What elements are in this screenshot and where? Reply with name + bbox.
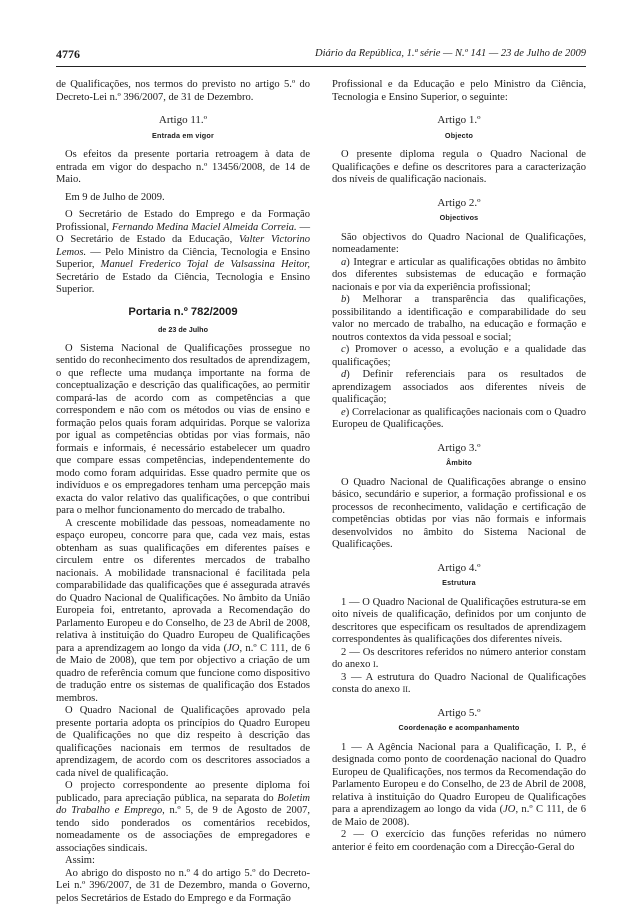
article-4-heading: Estrutura: [332, 577, 586, 590]
list-text: ) Promover o acesso, a evolução e a qualidade das qualificações;: [332, 344, 586, 368]
paragraph-text: O projecto correspondente ao presente diploma foi publicado, para apreciação pública, na separata do: [56, 780, 310, 804]
signature-text: — O Secretário de Estado da Educação,: [56, 222, 310, 246]
article-5-item: [332, 742, 586, 830]
item-text: 3 — A estrutura do Quadro Nacional de Qualificações consta do anexo: [332, 672, 586, 696]
paragraph: O Sistema Nacional de Qualificações prossegue no sentido do reconhecimento dos resultados de aprendizagem, o que reflecte uma mudança importante na forma de conceptualização e descrição das qualificações, ao permitir compará-las de acordo com as competências a que correspondem e não com os métodos ou vias de ensino e formação pelos quais foram adquiridas. Porque se valoriza por igual as competências obtidas por vias formais, não formais e informais, é necessário estabelecer um quadro que compare essas competências, independentemente do modo como foram adquiridas. Esse quadro permite que os indivíduos e os empregadores tenham uma percepção mais exacta do valor relativo das qualificações, o que contribui para o melhor funcionamento do mercado de trabalho.: [56, 343, 310, 518]
page-header: [56, 47, 586, 63]
article-3-title: Artigo 3.º: [332, 442, 586, 455]
header-rule: [56, 66, 586, 67]
paragraph-text: A crescente mobilidade das pessoas, nomeadamente no espaço europeu, concorre para que, cada vez mais, estas obtenham as suas qualificações em diferentes países e circulem entre os diferentes mercados de trabalho nacionais. A mobilidade transnacional é facilitada pela comparabilidade das qualificações que é assegurada através do Quadro Nacional de Qualificações. No âmbito da União Europeia foi, entretanto, aprovada a Recomendação do Parlamento Europeu e do Conselho, de 23 de Abril de 2008, relativa à instituição do Quadro Europeu de Qualificações para a aprendizagem ao longo da vida (: [56, 518, 310, 654]
list-text: ) Melhorar a transparência das qualificações, possibilitando a identificação e comparabilidade do seu valor no mercado de trabalho, na educação e formação e noutros contextos da vida pessoal e social;: [332, 294, 586, 343]
list-text: ) Correlacionar as qualificações nacionais com o Quadro Europeu de Qualificações.: [332, 407, 586, 431]
article-1-text: O presente diploma regula o Quadro Nacional de Qualificações e define os descritores para a caracterização dos níveis de qualificação nacionais.: [332, 149, 586, 187]
article-5-title: Artigo 5.º: [332, 707, 586, 720]
paragraph: [56, 518, 310, 706]
article-4-title: Artigo 4.º: [332, 562, 586, 575]
list-letter: c: [341, 344, 346, 355]
page-number: 4776: [56, 47, 80, 62]
paragraph: Assim:: [56, 855, 310, 868]
article-11-heading: Entrada em vigor: [56, 130, 310, 143]
article-2-heading: Objectivos: [332, 212, 586, 225]
article-4-item: 3 — A estrutura do Quadro Nacional de Qualificações consta do anexo II.: [332, 672, 586, 697]
article-1-heading: Objecto: [332, 130, 586, 143]
article-1-title: Artigo 1.º: [332, 114, 586, 127]
portaria-title: Portaria n.º 782/2009: [56, 306, 310, 319]
date-line: Em 9 de Julho de 2009.: [56, 192, 310, 205]
annex-number: II: [403, 685, 408, 694]
intro-paragraph: Profissional e da Educação e pelo Ministro da Ciência, Tecnologia e Ensino Superior, o seguinte:: [332, 79, 586, 104]
paragraph: Ao abrigo do disposto no n.º 4 do artigo 5.º do Decreto-Lei n.º 396/2007, de 31 de Dezembro, manda o Governo, pelos Secretários de Estado do Emprego e da Formação: [56, 868, 310, 905]
journal-title: Diário da República, 1.ª série — N.º 141 — 23 de Julho de 2009: [315, 48, 586, 59]
article-5-item: 2 — O exercício das funções referidas no número anterior é feito em coordenação com a Direcção-Geral do: [332, 829, 586, 854]
signatory-name: Fernando Medina Maciel Almeida Correia.: [112, 222, 297, 233]
left-column: [56, 79, 310, 905]
portaria-date: de 23 de Julho: [56, 324, 310, 337]
list-letter: b: [341, 294, 346, 305]
jo-abbrev: JO: [503, 804, 515, 815]
signatures: [56, 209, 310, 297]
list-item: [332, 257, 586, 295]
jo-abbrev: JO: [227, 643, 239, 654]
article-11-text: Os efeitos da presente portaria retroagem à data de entrada em vigor do despacho n.º 13456/2008, de 14 de Maio.: [56, 149, 310, 187]
paragraph: O Quadro Nacional de Qualificações aprovado pela presente portaria adopta os princípios do Quadro Europeu de Qualificações no que diz respeito à descrição das qualificações nacionais em termos de resultados de aprendizagem, de acordo com os descritores associados a cada nível de qualificação.: [56, 705, 310, 780]
list-text: ) Definir referenciais para os resultados de aprendizagem associados aos diferentes níveis de qualificação;: [332, 369, 586, 405]
list-letter: e: [341, 407, 346, 418]
paragraph: [56, 780, 310, 855]
list-letter: a: [341, 257, 346, 268]
boletim-title: Boletim do Trabalho e Emprego,: [56, 793, 310, 817]
article-11-title: Artigo 11.º: [56, 114, 310, 127]
intro-paragraph: de Qualificações, nos termos do previsto no artigo 5.º do Decreto-Lei n.º 396/2007, de 31 de Dezembro.: [56, 79, 310, 104]
article-3-text: O Quadro Nacional de Qualificações abrange o ensino básico, secundário e superior, a formação profissional e os processos de reconhecimento, validação e certificação de competências obtidas por vias não formais e informais desenvolvidos no âmbito do Sistema Nacional de Qualificações.: [332, 477, 586, 552]
article-3-heading: Âmbito: [332, 457, 586, 470]
article-4-item: 2 — Os descritores referidos no número anterior constam do anexo I.: [332, 647, 586, 672]
item-text: , n.º C 111, de 6 de Maio de 2008).: [332, 804, 586, 828]
article-2-text: São objectivos do Quadro Nacional de Qualificações, nomeadamente:: [332, 232, 586, 257]
article-2-title: Artigo 2.º: [332, 197, 586, 210]
item-text: 2 — Os descritores referidos no número anterior constam do anexo: [332, 647, 586, 671]
annex-number: I: [373, 660, 376, 669]
item-text: 1 — A Agência Nacional para a Qualificação, I. P., é designada como ponto de coordenação nacional do Quadro Europeu de Qualificações, nos termos da Recomendação do Parlamento Europeu e do Conselho, de 23 de Abril de 2008, relativa à instituição do Quadro Europeu de Qualificações para a aprendizagem ao longo da vida (: [332, 742, 586, 816]
list-item: [332, 294, 586, 344]
article-5-heading: Coordenação e acompanhamento: [332, 722, 586, 735]
signature-text: — Pelo Ministro da Ciência, Tecnologia e Ensino Superior,: [56, 247, 310, 271]
signature-text: O Secretário de Estado do Emprego e da Formação Profissional,: [56, 209, 310, 233]
right-column: [332, 79, 586, 854]
signatory-name: Manuel Frederico Tojal de Valsassina Heitor,: [101, 259, 310, 270]
signature-text: Secretário de Estado da Ciência, Tecnologia e Ensino Superior.: [56, 272, 310, 296]
list-letter: d: [341, 369, 346, 380]
signatory-name: Valter Victorino Lemos.: [56, 234, 310, 258]
paragraph-text: n.º 5, de 9 de Agosto de 2007, tendo sido ponderados os comentários recebidos, nomeadamente os de associações de empregadores e associações sindicais.: [56, 805, 310, 854]
article-4-item: 1 — O Quadro Nacional de Qualificações estrutura-se em oito níveis de qualificação, definidos por um conjunto de descritores que especificam os resultados de aprendizagem correspondentes às qualificações dos diferentes níveis.: [332, 597, 586, 647]
list-item: [332, 344, 586, 369]
list-item: [332, 369, 586, 407]
paragraph-text: , n.º C 111, de 6 de Maio de 2008), que tem por objectivo a criação de um quadro de referência comum que funcione como dispositivo de tradução entre os sistemas de qualificação dos Estados membros.: [56, 643, 310, 704]
list-text: ) Integrar e articular as qualificações obtidas no âmbito dos diferentes subsistemas de educação e formação nacionais e por via da experiência profissional;: [332, 257, 586, 293]
list-item: [332, 407, 586, 432]
